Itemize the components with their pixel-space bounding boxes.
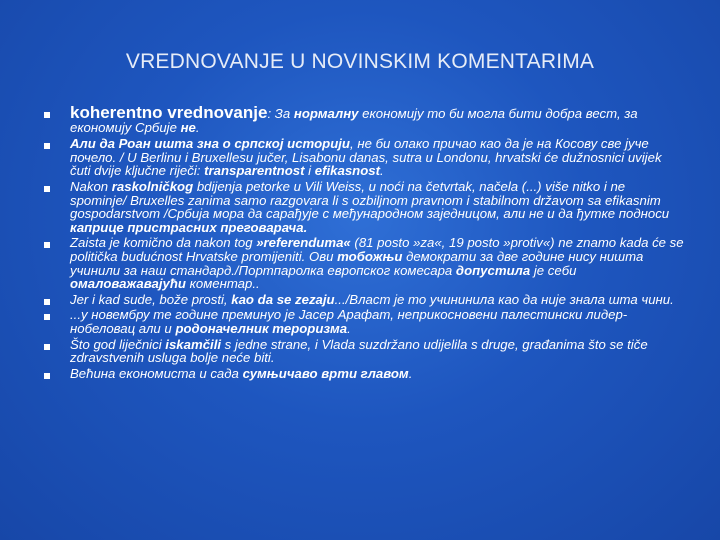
bullet-item	[44, 367, 684, 381]
bullet-emphasis: »referenduma«	[256, 235, 351, 251]
bullet-text: s jedne strane, i Vlada suzdržano udijelila s druge, građanima što se tiče zdravstvenih usluga bolje neće biti.	[70, 336, 648, 366]
bullet-square-icon	[44, 373, 50, 379]
bullet-text: За	[274, 106, 294, 121]
bullet-emphasis: сумњичаво врти главом	[242, 365, 409, 381]
bullet-item	[44, 293, 684, 307]
bullet-list	[44, 103, 684, 382]
bullet-square-icon	[44, 344, 50, 350]
bullet-square-icon	[44, 242, 50, 248]
bullet-square-icon	[44, 143, 50, 149]
bullet-emphasis: transparentnost	[204, 163, 305, 179]
bullet-square-icon	[44, 186, 50, 192]
bullet-emphasis: родоначелник тероризма	[175, 320, 348, 336]
bullet-text: .	[347, 320, 351, 336]
bullet-emphasis: допустила	[455, 262, 531, 278]
bullet-emphasis: raskolničkog	[111, 178, 194, 194]
bullet-text: ...у новембру те године преминуо је Јасер Арафат, неприкосновени палестински лидер-нобеловац али и	[70, 307, 628, 336]
bullet-text: (81 posto »za«, 19 posto »protiv«) ne znamo kada će se politička budućnost Hrvatske promijeniti. Ови	[70, 235, 684, 264]
bullet-item	[44, 338, 684, 365]
bullet-text: i	[304, 163, 315, 179]
bullet-item	[44, 103, 684, 135]
bullet-item	[44, 137, 684, 178]
bullet-item	[44, 236, 684, 290]
bullet-text: Što god liječnici	[70, 336, 166, 352]
slide-title: VREDNOVANJE U NOVINSKIM KOMENTARIMA	[125, 50, 595, 73]
bullet-text: економију то би могла бити добра вест, за економију Србије	[70, 106, 638, 135]
bullet-emphasis: kao da se zezaju	[231, 291, 335, 307]
bullet-text: коментар..	[185, 276, 260, 292]
bullet-emphasis: iskamčili	[165, 336, 222, 352]
bullet-text: .	[408, 365, 413, 381]
bullet-text: Jer i kad sude, bože prosti,	[70, 291, 232, 307]
bullet-item	[44, 308, 684, 335]
bullet-text: је себи	[530, 262, 577, 278]
bullet-emphasis: тобожњи	[337, 248, 403, 264]
bullet-square-icon	[44, 112, 50, 118]
bullet-emphasis: Али да Роан ишта зна о српској историји	[70, 136, 350, 152]
bullet-text: Већина економиста и сада	[70, 365, 243, 381]
bullet-text: .	[380, 163, 384, 179]
bullet-square-icon	[44, 299, 50, 305]
bullet-text: демократи за две године нису ништа учинили за наш стандард./Портпаролка европског комесара	[70, 248, 644, 278]
bullet-emphasis: не	[180, 119, 196, 135]
bullet-emphasis: каприце пристрасних преговарача.	[70, 219, 308, 235]
bullet-text: Zaista je komično da nakon tog	[70, 235, 257, 251]
bullet-emphasis: омаловажавајући	[70, 276, 186, 292]
bullet-square-icon	[44, 314, 50, 320]
bullet-text: .../Влаcт је то учининила као да није знала шта чини.	[334, 291, 674, 307]
bullet-text: , не би олако причао као да је на Косову све јуче почело. / U Berlinu i Bruxellesu jučer, Lisabonu danas, sutra u Londonu, hrvatski će dužnosnici uvijek čuti dvije ključne riječi:	[70, 136, 662, 179]
bullet-emphasis: нормалну	[293, 106, 359, 121]
bullet-emphasis: koherentno vrednovanje	[70, 103, 268, 122]
bullet-text: bdijenja petorke u Vili Weiss, u noći na četvrtak, načela (...) više nitko i ne spominje/ Bruxelles zanima samo razgovara li s ozbiljnom pravnom i stabilnom državom sa efikasnim gospodarstvom /Србија мора да сарађује с међународном заједницом, али не и да ђутке подноси	[70, 178, 670, 222]
bullet-text: .	[195, 119, 200, 135]
bullet-item	[44, 180, 684, 234]
bullet-emphasis: efikasnost	[314, 163, 381, 179]
bullet-text: Nakon	[70, 178, 112, 194]
bullet-text: :	[267, 106, 275, 121]
